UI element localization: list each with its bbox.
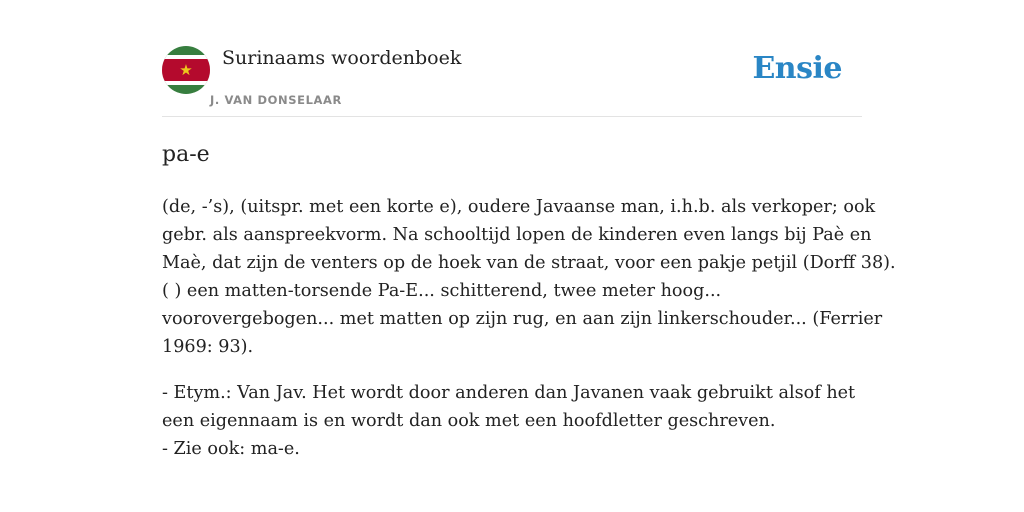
flag-star-icon: ★ xyxy=(179,61,193,79)
dictionary-author[interactable]: J. VAN DONSELAAR xyxy=(210,93,342,107)
etymology-line: - Etym.: Van Jav. Het wordt door anderen dan Javanen vaak gebruikt alsof het xyxy=(162,383,856,403)
ensie-logo-link[interactable]: Ensie xyxy=(752,51,842,86)
dictionary-header xyxy=(162,46,862,117)
definition-line: 1969: 93). xyxy=(162,337,254,357)
definition-line: gebr. als aanspreekvorm. Na schooltijd lopen de kinderen even langs bij Paè en xyxy=(162,225,872,245)
etymology-line: een eigennaam is en wordt dan ook met een hoofdletter geschreven. xyxy=(162,411,776,431)
etymology-paragraph xyxy=(162,379,862,463)
definition-paragraph xyxy=(162,193,896,361)
entry-headword: pa-e xyxy=(162,142,210,167)
dictionary-title[interactable]: Surinaams woordenboek xyxy=(222,47,462,69)
entry-content xyxy=(162,193,896,481)
see-also-line: - Zie ook: ma-e. xyxy=(162,439,300,459)
definition-line: ( ) een matten-torsende Pa-E... schitterend, twee meter hoog... xyxy=(162,281,722,301)
definition-line: (de, -’s), (uitspr. met een korte e), oudere Javaanse man, i.h.b. als verkoper; ook xyxy=(162,197,876,217)
definition-line: Maè, dat zijn de venters op de hoek van de straat, voor een pakje petjil (Dorff 38). xyxy=(162,253,896,273)
definition-line: voorovergebogen... met matten op zijn rug, en aan zijn linkerschouder... (Ferrier xyxy=(162,309,883,329)
suriname-flag-icon[interactable] xyxy=(162,46,210,94)
